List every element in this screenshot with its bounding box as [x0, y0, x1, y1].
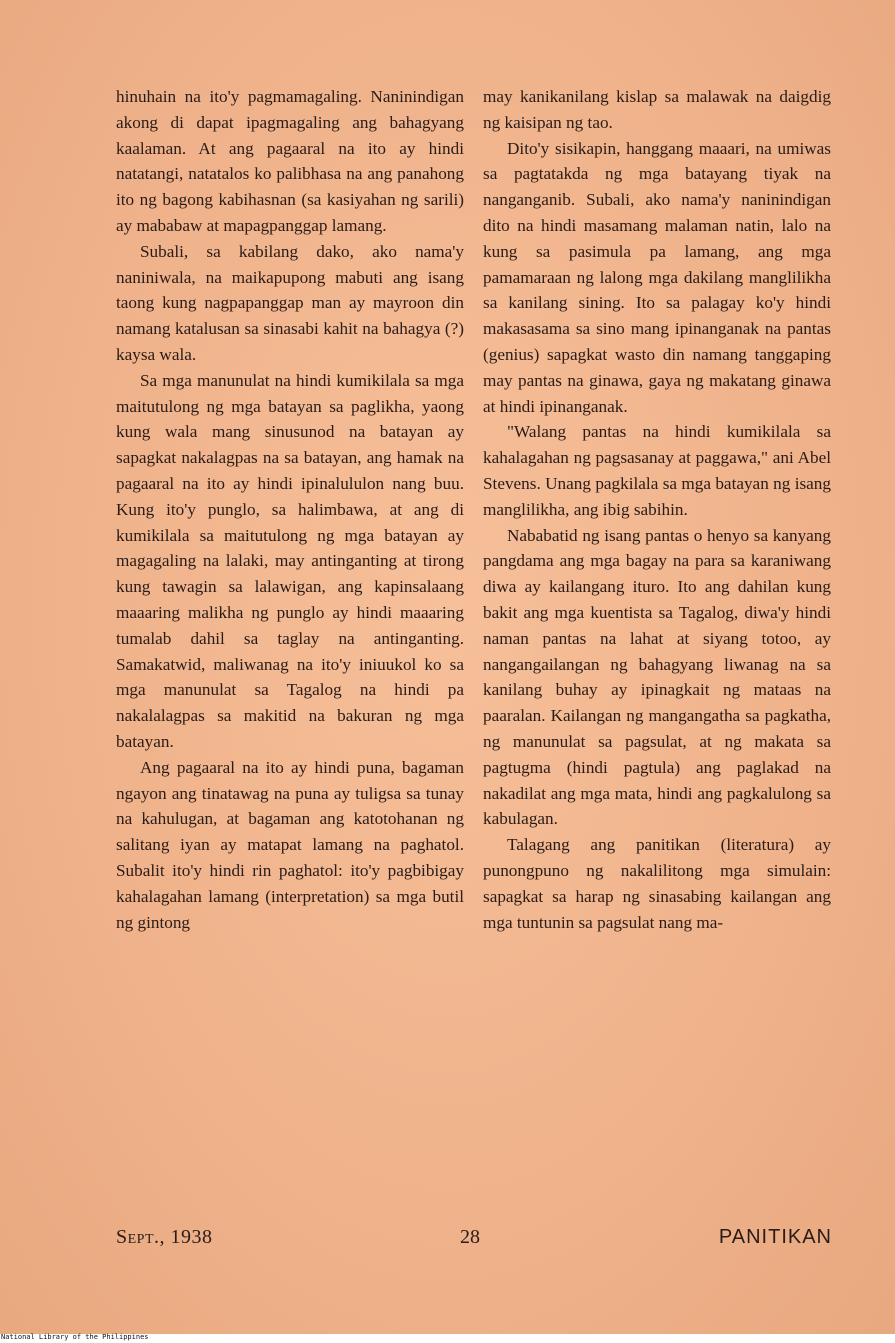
right-column: [483, 84, 831, 935]
magazine-title: PANITIKAN: [718, 1226, 832, 1248]
page-footer: [116, 1226, 832, 1256]
paragraph: Subali, sa kabilang dako, ako nama'y naniniwala, na maikapupong mabuti ang isang taong kung nagpapanggap man ay mayroon din namang katalusan sa sinasabi kahit na bahagya (?) kaysa wala.: [116, 241, 464, 364]
paragraph: hinuhain na ito'y pagmamagaling. Naninindigan akong di dapat ipagmagaling ang bahagyang kaalaman. At ang pagaaral na ito ay hindi natatangi, natatalos ko palibhasa na ang panahong ito ng bagong kabihasnan (sa kasiyahan ng sarili) ay mababaw at mapagpanggap lamang.: [116, 87, 464, 235]
paragraph: Nababatid ng isang pantas o henyo sa kanyang pangdama ang mga bagay na para sa karaniwang diwa ay kailangang ituro. Ito ang dahilan kung bakit ang mga kuentista sa Tagalog, diwa'y hindi naman pantas na lahat at siyang totoo, ay nangangailangan ng bahagyang liwanag na sa kanilang buhay ay ipinagkait ng mataas na paaralan. Kailangan ng mangangatha sa pagkatha, ng manunulat sa pagsulat, at ng makata sa pagtugma (hindi pagtula) ang paglakad na nakadilat ang mga mata, hindi ang pagkalulong sa kabulagan.: [483, 525, 831, 829]
paragraph: Sa mga manunulat na hindi kumikilala sa mga maitutulong ng mga batayan sa paglikha, yaong kung wala mang sinusunod na batayan ay sapagkat nakalagpas na sa batayan, ang hamak na pagaaral na ito ay hindi ipinalululon nang buu. Kung ito'y punglo, sa halimbawa, at ang di kumikilala sa maitutulong ng mga batayan ay magagaling na lalaki, may antinganting at tirong kung tawagin sa lalawigan, ang kapinsalaang maaaring malikha ng punglo ay hindi maaaring tumalab dahil sa taglay na antinganting. Samakatwid, maliwanag na ito'y iniuukol ko sa mga manunulat sa Tagalog na hindi pa nakalalagpas sa makitid na bakuran ng mga batayan.: [116, 370, 464, 751]
paragraph: Talagang ang panitikan (literatura) ay punongpuno ng nakalilitong mga simulain: sapagkat sa harap ng sinasabing kailangan ang mga tuntunin sa pagsulat nang ma-: [483, 835, 831, 932]
paragraph: Ang pagaaral na ito ay hindi puna, bagaman ngayon ang tinatawag na puna ay tuligsa sa tunay na kahulugan, at bagaman ang katotohanan ng salitang iyan ay matapat lamang na paghatol. Subalit ito'y hindi rin paghatol: ito'y pagbibigay kahalagahan lamang (interpretation) sa mga butil ng gintong: [116, 757, 464, 932]
page-number: 28: [460, 1226, 480, 1248]
left-column: [116, 84, 464, 935]
paragraph: "Walang pantas na hindi kumikilala sa kahalagahan ng pagsasanay at paggawa," ani Abel Stevens. Unang pagkilala sa mga batayan ng isang manglilikha, ang ibig sabihin.: [483, 422, 831, 519]
paragraph: may kanikanilang kislap sa malawak na daigdig ng kaisipan ng tao.: [483, 87, 831, 132]
issue-date: Sept., 1938: [116, 1226, 213, 1248]
credit-line: National Library of the Philippines: [1, 1333, 149, 1341]
paragraph: Dito'y sisikapin, hanggang maaari, na umiwas sa pagtatakda ng mga batayang tiyak na nanganganib. Subali, ako nama'y naninindigan dito na hindi masamang malaman natin, lalo na kung sa pasimula pa lamang, ang mga pamamaraan ng lalong mga dakilang manglilikha sa kanilang sining. Ito sa palagay ko'y hindi makasasama sa sino mang ipinanganak na pantas (genius) sapagkat wasto din namang tanggaping may pantas na ginawa, gaya ng makatang ginawa at hindi ipinanganak.: [483, 138, 831, 416]
